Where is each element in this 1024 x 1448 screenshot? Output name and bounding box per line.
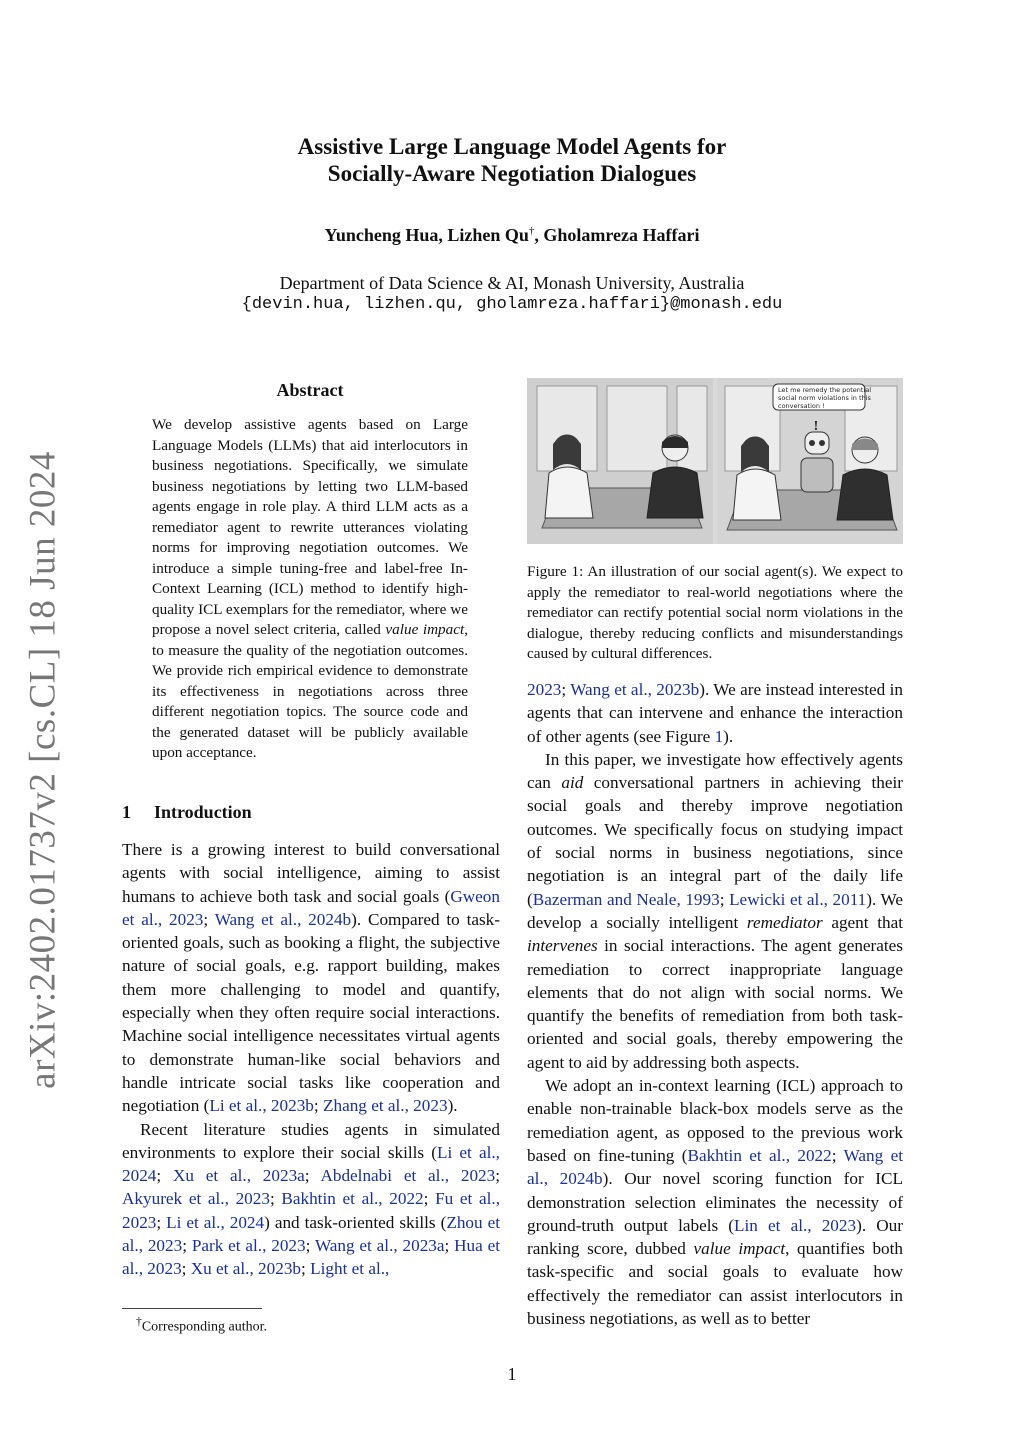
figure-1-illustration <box>527 378 903 544</box>
citation-link[interactable]: Fu et al., 2023 <box>122 1189 500 1232</box>
affiliation: Department of Data Science & AI, Monash University, Australia {devin.hua, lizhen.qu, gholamreza.haffari}@monash.edu <box>180 272 844 316</box>
citation-link[interactable]: Park et al., 2023 <box>191 1236 306 1256</box>
author-emails: {devin.hua, lizhen.qu, gholamreza.haffari}@monash.edu <box>241 295 783 314</box>
figure-1-caption: Figure 1: An illustration of our social agent(s). We expect to apply the remediator to real-world negotiations where the remediator can rectify potential social norm violations in the dialogue, thereby reducing conflicts and misunderstandings caused by cultural differences. <box>527 563 903 662</box>
citation-link[interactable]: Xu et al., 2023a <box>172 1166 305 1186</box>
bubble-line-2: social norm violations in this <box>778 394 871 402</box>
citation-link[interactable]: Zhou et al., 2023 <box>122 1212 500 1256</box>
bubble-line-3: conversation ! <box>778 402 825 410</box>
citation-link[interactable]: Gweon et al., 2023 <box>122 886 500 929</box>
intro-paragraph-1: There is a growing interest to build conversational agents with social intelligence, aiming to assist humans to achieve both task and social goals (Gweon et al., 2023; Wang et al., 2024b). Compared to task-oriented goals, such as booking a flight, the subjective nature of social goals, e.g. rapport building, makes them more challenging to model and quantify, especially when they often require social interactions. Machine social intelligence necessitates virtual agents to demonstrate human-like social behaviors and handle intricate social tasks like cooperation and negotiation (Li et al., 2023b; Zhang et al., 2023). <box>122 840 500 1116</box>
citation-link[interactable]: Wang et al., 2023a <box>314 1236 445 1256</box>
right-column-body <box>527 678 903 1330</box>
citation-link[interactable]: Li et al., 2023b <box>209 1096 314 1116</box>
citation-link[interactable]: Akyurek et al., 2023 <box>122 1189 270 1209</box>
citation-link[interactable]: Zhang et al., 2023 <box>322 1096 448 1116</box>
paper-title: Assistive Large Language Model Agents for Socially-Aware Negotiation Dialogues <box>297 134 727 186</box>
citation-link[interactable]: Light et al., <box>310 1259 390 1279</box>
robot-head <box>805 432 829 454</box>
intro-paragraph-2: Recent literature studies agents in simulated environments to explore their social skills (Li et al., 2024; Xu et al., 2023a; Abdelnabi et al., 2023; Akyurek et al., 2023; Bakhtin et al., 2022; Fu et al., 2023; Li et al., 2024) and task-oriented skills (Zhou et al., 2023; Park et al., 2023; Wang et al., 2023a; Hua et al., 2023; Xu et al., 2023b; Light et al., <box>122 1119 501 1279</box>
citation-link[interactable]: Li et al., 2024 <box>122 1142 500 1186</box>
citation-link[interactable]: Hua et al., 2023 <box>122 1236 500 1279</box>
citation-link[interactable]: Abdelnabi et al., 2023 <box>320 1166 496 1186</box>
citation-link[interactable]: Bakhtin et al., 2022 <box>687 1145 832 1165</box>
abstract-text: We develop assistive agents based on Large Language Models (LLMs) that aid interlocutors in business negotiations. Specifically, we simulate business negotiations by letting two LLM-based agents engage in role play. A third LLM acts as a remediator agent to rewrite utterances violating norms for improving negotiation outcomes. We introduce a simple tuning-free and label-free In-Context Learning (ICL) method to identify high-quality ICL exemplars for the remediator, where we propose a novel select criteria, called value impact, to measure the quality of the negotiation outcomes. We provide rich empirical evidence to demonstrate its effectiveness in negotiations across three different negotiation topics. The source code and the generated dataset will be publicly available upon acceptance. <box>152 416 468 761</box>
footnote-rule <box>122 1308 262 1309</box>
intro-paragraph-4: We adopt an in-context learning (ICL) approach to enable non-trainable black-box models serve as the remediation agent, as opposed to the previous work based on fine-tuning (Bakhtin et al., 2022; Wang et al., 2024b). Our novel scoring function for ICL demonstration selection eliminates the necessity of ground-truth output labels (Lin et al., 2023). Our ranking score, dubbed value impact, quantifies both task-specific and social goals to evaluate how effectively the remediator can assist interlocutors in business negotiations, as well as to better <box>527 1076 903 1329</box>
section-heading-introduction: 1 Introduction <box>122 802 252 822</box>
robot-body <box>801 458 833 492</box>
left-column-body <box>122 838 500 1281</box>
page-number: 1 <box>507 1364 517 1384</box>
citation-link[interactable]: Wang et al., 2024b <box>527 1145 903 1189</box>
right-paragraph-continued: 2023; Wang et al., 2023b). We are instead interested in agents that can intervene and enhance the interaction of other agents (see Figure 1). <box>527 680 903 746</box>
citation-link[interactable]: Li et al., 2024 <box>166 1212 265 1232</box>
citation-link[interactable]: Bakhtin et al., 2022 <box>281 1189 424 1209</box>
citation-link[interactable]: Bazerman and Neale, 1993 <box>532 889 720 909</box>
figure-reference-link[interactable]: 1 <box>714 726 724 746</box>
exclamation-mark: ! <box>813 419 819 434</box>
arxiv-identifier: arXiv:2402.01737v2 [cs.CL] 18 Jun 2024 <box>22 451 64 1089</box>
citation-link[interactable]: Wang et al., 2024b <box>214 909 352 929</box>
citation-link[interactable]: Lewicki et al., 2011 <box>729 889 867 909</box>
intro-paragraph-3: In this paper, we investigate how effectively agents can aid conversational partners in achieving their social goals and thereby improve negotiation outcomes. We specifically focus on studying impact of social norms in business negotiations, since negotiation is an integral part of the daily life (Bazerman and Neale, 1993; Lewicki et al., 2011). We develop a socially intelligent remediator agent that intervenes in social interactions. The agent generates remediation to correct inappropriate language elements that do not align with social norms. We quantify the benefits of remediation from both task-oriented and social goals, thereby empowering the agent to aid by addressing both aspects. <box>527 749 904 1072</box>
author-list: Yuncheng Hua, Lizhen Qu†, Gholamreza Haffari <box>324 225 700 245</box>
bubble-line-1: Let me remedy the potential <box>778 386 872 394</box>
arxiv-sidebar <box>8 450 78 1090</box>
citation-link[interactable]: Xu et al., 2023b <box>190 1259 302 1279</box>
negotiation-scene <box>527 378 903 544</box>
citation-link[interactable]: Wang et al., 2023b <box>570 680 700 699</box>
footnote: †Corresponding author. <box>136 1315 268 1335</box>
abstract-heading: Abstract <box>276 380 344 400</box>
citation-link[interactable]: Lin et al., 2023 <box>734 1215 857 1235</box>
citation-link[interactable]: 2023 <box>527 680 562 699</box>
